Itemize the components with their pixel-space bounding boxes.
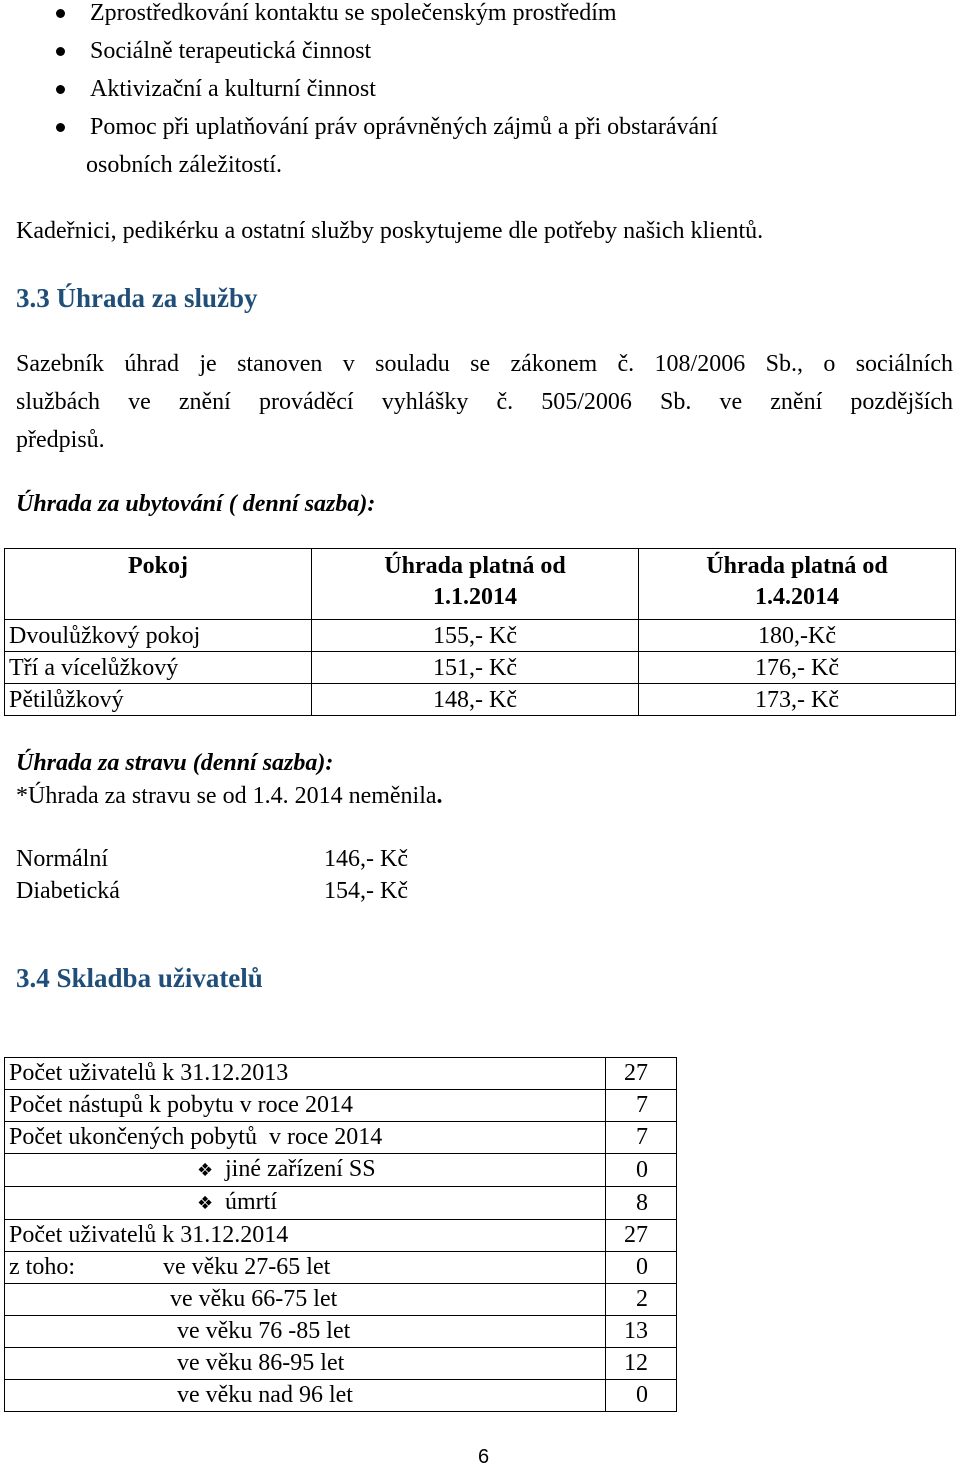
price-cell: 180,-Kč [639,620,956,652]
row-value: 7 [606,1122,677,1154]
table-row [5,620,956,652]
row-label: Počet ukončených pobytů v roce 2014 [5,1122,606,1154]
row-label [5,1154,606,1187]
table-row [5,1090,677,1122]
food-value: 146,- Kč [324,846,408,872]
row-label: ve věku nad 96 let [5,1380,606,1412]
food-note-end: . [436,783,443,809]
food-label: Diabetická [16,878,120,904]
price-cell: 151,- Kč [312,652,639,684]
diamond-bullet-icon: ❖ [197,1193,214,1214]
food-note [16,781,443,811]
row-label [5,1187,606,1220]
row-value: 2 [606,1284,677,1316]
header-line: Pokoj [128,553,188,579]
food-title: Úhrada za stravu (denní sazba): [16,750,334,776]
food-value: 154,- Kč [324,878,408,904]
table-row [5,1252,677,1284]
diamond-bullet-icon: ❖ [197,1160,214,1181]
table-row [5,1380,677,1412]
column-header [639,549,956,620]
row-value: 13 [606,1316,677,1348]
row-label: ve věku 86-95 let [5,1348,606,1380]
row-label-text: ve věku 27-65 let [163,1254,331,1280]
table-row [5,1348,677,1380]
row-label: Počet uživatelů k 31.12.2013 [5,1058,606,1090]
column-header [312,549,639,620]
row-value: 0 [606,1380,677,1412]
row-label-text: jiné zařízení SS [225,1156,376,1182]
table-header-row [5,549,956,620]
bullet-item: Zprostředkování kontaktu se společenským prostředím [90,0,617,26]
bullet-dot [56,85,65,94]
table-row [5,1154,677,1187]
page-number: 6 [478,1446,490,1468]
price-cell: 173,- Kč [639,684,956,716]
table-row [5,1316,677,1348]
food-note-text: *Úhrada za stravu se od 1.4. 2014 neměnila [16,783,437,809]
row-label [5,1252,606,1284]
row-value: 7 [606,1090,677,1122]
bullet-dot [56,9,65,18]
room-type: Pětilůžkový [5,684,312,716]
row-label: ve věku 76 -85 let [5,1316,606,1348]
room-type: Dvoulůžkový pokoj [5,620,312,652]
row-value: 27 [606,1058,677,1090]
row-label: ve věku 66-75 let [5,1284,606,1316]
table-row [5,684,956,716]
services-note: Kadeřnici, pedikérku a ostatní služby poskytujeme dle potřeby našich klientů. [16,218,764,244]
table-row [5,1058,677,1090]
price-cell: 176,- Kč [639,652,956,684]
bullet-item: Aktivizační a kulturní činnost [90,76,376,102]
accommodation-title: Úhrada za ubytování ( denní sazba): [16,491,376,517]
row-label: Počet uživatelů k 31.12.2014 [5,1220,606,1252]
bullet-item: Pomoc při uplatňování práv oprávněných zájmů a při obstarávání [90,114,718,140]
price-cell: 155,- Kč [312,620,639,652]
room-type: Tří a vícelůžkový [5,652,312,684]
table-row [5,652,956,684]
paragraph-line: Sazebník úhrad je stanoven v souladu se zákonem č. 108/2006 Sb., o sociálních [16,351,953,377]
table-row [5,1220,677,1252]
column-header [5,549,312,620]
price-cell: 148,- Kč [312,684,639,716]
table-row [5,1122,677,1154]
header-line: Úhrada platná od [384,553,566,579]
row-value: 8 [606,1187,677,1220]
section-heading-3-3: 3.3 Úhrada za služby [16,283,258,313]
header-line: 1.4.2014 [755,584,839,610]
row-value: 0 [606,1252,677,1284]
header-line: 1.1.2014 [433,584,517,610]
paragraph-line: službách ve znění prováděcí vyhlášky č. 505/2006 Sb. ve znění pozdějších [16,389,953,415]
bullet-dot [56,47,65,56]
header-line: Úhrada platná od [706,553,888,579]
row-label: Počet nástupů k pobytu v roce 2014 [5,1090,606,1122]
row-value: 27 [606,1220,677,1252]
row-value: 0 [606,1154,677,1187]
users-table [4,1057,677,1412]
food-label: Normální [16,846,108,872]
paragraph-line: předpisů. [16,427,105,453]
row-value: 12 [606,1348,677,1380]
section-heading-3-4: 3.4 Skladba uživatelů [16,963,263,993]
table-row [5,1187,677,1220]
table-row [5,1284,677,1316]
price-table [4,548,956,716]
row-prefix: z toho: [9,1254,75,1280]
row-label-text: úmrtí [225,1189,277,1215]
bullet-item: Sociálně terapeutická činnost [90,38,372,64]
bullet-continuation: osobních záležitostí. [86,152,282,178]
bullet-dot [56,123,65,132]
